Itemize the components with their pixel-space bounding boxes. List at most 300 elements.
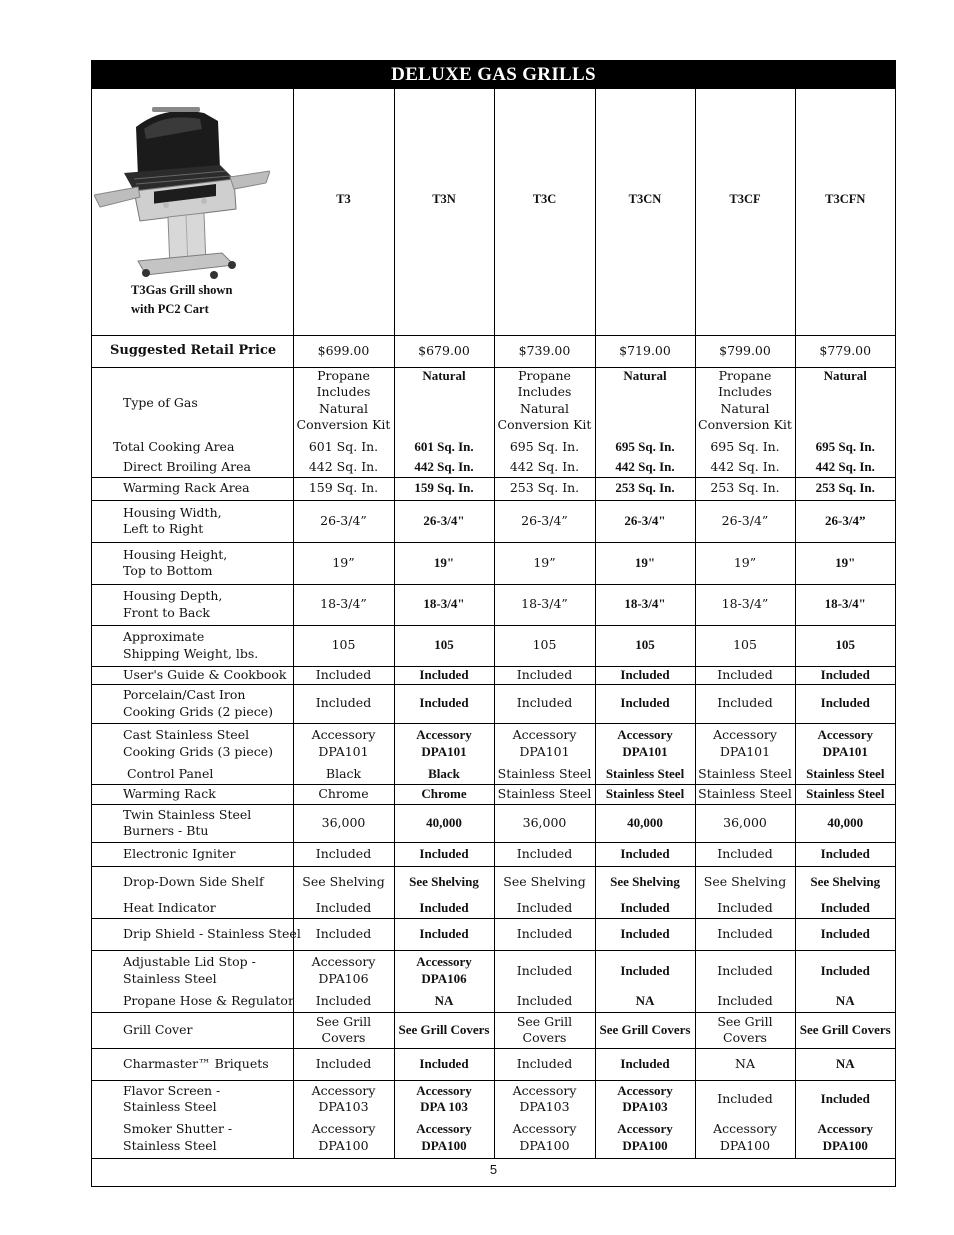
spec-value	[795, 666, 895, 684]
spec-value	[595, 1048, 695, 1080]
spec-value-line: Included	[419, 1055, 469, 1071]
spec-value-line: 105	[532, 637, 557, 653]
spec-label	[92, 584, 293, 625]
spec-value-line: Included	[820, 695, 870, 711]
spec-value-line: Included	[717, 845, 773, 861]
spec-value	[795, 764, 895, 784]
spec-row	[92, 918, 895, 950]
spec-label-line: Cooking Grids (2 piece)	[123, 703, 274, 719]
spec-value	[795, 950, 895, 991]
spec-row	[92, 1080, 895, 1118]
spec-value-line: Stainless Steel	[497, 785, 592, 801]
spec-label-line: Warming Rack Area	[123, 480, 250, 496]
spec-label-line: Drop-Down Side Shelf	[123, 874, 264, 889]
spec-value	[293, 842, 394, 866]
spec-value	[293, 684, 394, 723]
spec-value	[394, 991, 494, 1012]
spec-label	[92, 335, 293, 367]
spec-value	[494, 866, 595, 898]
spec-value-line: 253 Sq. In.	[710, 480, 780, 496]
spec-value-line: 26-3/4”	[825, 512, 866, 528]
spec-value-line: 40,000	[426, 814, 462, 830]
spec-value	[795, 367, 895, 438]
spec-value-line: Accessory	[311, 727, 376, 743]
spec-value	[494, 723, 595, 764]
spec-value-line: 19”	[533, 554, 556, 570]
spec-value	[494, 457, 595, 477]
spec-value	[394, 950, 494, 991]
spec-value-line: Included	[717, 899, 773, 915]
spec-label-line: Suggested Retail Price	[110, 342, 277, 358]
spec-value	[795, 842, 895, 866]
spec-value-line: DPA103	[318, 1099, 369, 1115]
spec-value-line: 442 Sq. In.	[710, 458, 780, 474]
spec-label-line: Cooking Grids (3 piece)	[123, 743, 274, 759]
spec-value-line: Natural	[823, 367, 867, 383]
spec-value	[394, 666, 494, 684]
spec-label	[92, 666, 293, 684]
spec-row	[92, 1118, 895, 1158]
spec-value-line: Included	[820, 666, 870, 682]
spec-label-line: Porcelain/Cast Iron	[123, 687, 246, 702]
spec-value	[494, 1048, 595, 1080]
spec-value-line: Stainless Steel	[497, 765, 592, 781]
page-title: DELUXE GAS GRILLS	[92, 61, 895, 89]
spec-value	[795, 804, 895, 842]
spec-value-line: Stainless Steel	[605, 785, 685, 801]
spec-value	[394, 918, 494, 950]
spec-value-line: 18-3/4”	[521, 596, 568, 612]
spec-value	[695, 584, 795, 625]
spec-value-line: 18-3/4”	[320, 596, 367, 612]
spec-value-line: 19”	[332, 554, 355, 570]
spec-value-line: See Grill Covers	[315, 1013, 372, 1045]
spec-value-line: DPA101	[519, 743, 570, 759]
spec-value-line: Stainless Steel	[605, 765, 685, 781]
spec-value-line: Propane	[317, 367, 370, 383]
spec-row	[92, 335, 895, 367]
spec-value	[795, 625, 895, 666]
spec-value	[394, 584, 494, 625]
spec-value-line: 36,000	[522, 814, 567, 830]
spec-value-line: Included	[315, 899, 372, 915]
spec-value	[695, 335, 795, 367]
spec-value-line: Included	[820, 925, 870, 941]
spec-value-line: DPA100	[622, 1137, 668, 1153]
spec-value	[494, 542, 595, 584]
spec-value-line: See Shelving	[703, 874, 787, 889]
spec-value	[293, 991, 394, 1012]
spec-value	[394, 335, 494, 367]
spec-row	[92, 584, 895, 625]
spec-value	[795, 500, 895, 542]
spec-value	[595, 866, 695, 898]
spec-value-line: Included	[717, 962, 773, 978]
spec-value	[595, 542, 695, 584]
spec-row	[92, 866, 895, 898]
spec-value-line: 105	[331, 637, 356, 653]
spec-value	[494, 367, 595, 438]
spec-value	[394, 866, 494, 898]
spec-value-line: $699.00	[317, 342, 370, 358]
spec-value	[293, 1012, 394, 1048]
spec-row	[92, 950, 895, 991]
spec-value-line: DPA106	[421, 970, 467, 986]
spec-value-line: Included	[620, 845, 670, 861]
spec-value-line: Included	[315, 1055, 372, 1071]
spec-value-line: Included	[516, 993, 573, 1008]
spec-value-line: DPA 103	[420, 1099, 468, 1115]
spec-label-line: Housing Depth,	[123, 588, 223, 603]
spec-value-line: Stainless Steel	[698, 785, 792, 801]
spec-value-line: 695 Sq. In.	[710, 439, 780, 455]
spec-value-line: See Grill Covers	[717, 1013, 773, 1045]
spec-value	[494, 764, 595, 784]
spec-value	[595, 950, 695, 991]
photo-cell	[92, 89, 293, 335]
spec-value	[595, 842, 695, 866]
spec-row	[92, 457, 895, 477]
spec-label-line: Heat Indicator	[123, 899, 216, 915]
spec-value	[293, 784, 394, 804]
spec-label	[92, 1080, 293, 1118]
spec-value	[394, 1012, 494, 1048]
spec-value	[394, 1080, 494, 1118]
spec-value-line: Included	[820, 899, 870, 915]
spec-row	[92, 625, 895, 666]
spec-value-line: See Shelving	[810, 874, 881, 889]
spec-value-line: Included	[620, 899, 670, 915]
spec-value	[293, 723, 394, 764]
spec-value-line: Included	[717, 993, 773, 1008]
spec-value	[795, 784, 895, 804]
spec-value	[293, 367, 394, 438]
spec-value-line: 601 Sq. In.	[414, 439, 474, 455]
spec-value-line: 36,000	[321, 814, 366, 830]
spec-value	[695, 438, 795, 457]
spec-value	[695, 918, 795, 950]
spec-value-line: Natural	[422, 367, 466, 383]
spec-value-line: Accessory	[817, 727, 874, 743]
spec-value-line: Included	[620, 1055, 670, 1071]
spec-value	[795, 1012, 895, 1048]
spec-value-line: 26-3/4”	[521, 512, 568, 528]
spec-value	[595, 625, 695, 666]
spec-value	[595, 1012, 695, 1048]
spec-value-line: $779.00	[819, 342, 872, 358]
spec-label	[92, 950, 293, 991]
spec-value-line: See Shelving	[409, 874, 479, 889]
spec-value-line: See Shelving	[302, 874, 385, 889]
page-number: 5	[489, 1162, 498, 1177]
spec-label-line: User's Guide & Cookbook	[123, 666, 287, 682]
spec-value-line: 442 Sq. In.	[815, 458, 875, 474]
spec-label-line: Electronic Igniter	[123, 845, 236, 861]
spec-label-line: Propane Hose & Regulator	[123, 993, 294, 1008]
spec-value	[394, 477, 494, 500]
spec-label-line: Approximate	[123, 629, 205, 644]
spec-value-line: DPA101	[421, 743, 467, 759]
spec-value	[795, 898, 895, 918]
spec-value-line: Black	[428, 765, 460, 781]
spec-value-line: Included	[516, 666, 573, 682]
spec-value	[394, 764, 494, 784]
spec-value-line: Included	[419, 845, 469, 861]
spec-value	[595, 764, 695, 784]
spec-value-line: 26-3/4"	[423, 512, 465, 528]
spec-value	[494, 991, 595, 1012]
spec-value	[595, 584, 695, 625]
spec-value	[293, 477, 394, 500]
spec-value	[695, 842, 795, 866]
spec-value	[293, 542, 394, 584]
spec-value-line: $739.00	[518, 342, 571, 358]
spec-value	[695, 684, 795, 723]
spec-label-line: Housing Width,	[123, 504, 222, 520]
spec-value-line: Black	[325, 765, 362, 781]
spec-label	[92, 991, 293, 1012]
spec-value-line: NA	[835, 1055, 855, 1071]
spec-value	[494, 335, 595, 367]
spec-row	[92, 991, 895, 1012]
spec-value	[595, 335, 695, 367]
model-t3c: T3C	[494, 89, 595, 335]
spec-value-line: DPA100	[719, 1137, 771, 1153]
spec-value	[595, 500, 695, 542]
spec-value	[293, 866, 394, 898]
spec-value-line: Included	[717, 695, 773, 711]
spec-label-line: Adjustable Lid Stop -	[123, 954, 256, 970]
spec-value-line: DPA101	[318, 743, 369, 759]
spec-row	[92, 784, 895, 804]
spec-value	[795, 1080, 895, 1118]
spec-value	[695, 1080, 795, 1118]
spec-value	[595, 666, 695, 684]
spec-value-line: 18-3/4"	[423, 596, 465, 612]
spec-value	[293, 500, 394, 542]
spec-value	[595, 684, 695, 723]
spec-value	[494, 438, 595, 457]
spec-value-line: 19"	[835, 554, 856, 570]
spec-label-line: Stainless Steel	[123, 1137, 217, 1153]
spec-label	[92, 804, 293, 842]
spec-value	[293, 1118, 394, 1158]
spec-value	[795, 1048, 895, 1080]
spec-label-line: Flavor Screen -	[123, 1082, 221, 1098]
spec-value-line: Conversion Kit	[296, 417, 391, 432]
spec-value-line: 695 Sq. In.	[615, 439, 675, 455]
caption-line-2: with PC2 Cart	[131, 302, 209, 316]
spec-value	[595, 367, 695, 438]
spec-value-line: 695 Sq. In.	[509, 439, 580, 455]
spec-value-line: 18-3/4”	[721, 596, 769, 612]
spec-value-line: 442 Sq. In.	[615, 458, 675, 474]
spec-value	[494, 1080, 595, 1118]
spec-value	[795, 684, 895, 723]
spec-value-line: Included	[620, 666, 670, 682]
spec-value-line: 159 Sq. In.	[414, 480, 474, 496]
spec-value-line: See Grill Covers	[599, 1021, 691, 1037]
spec-label	[92, 842, 293, 866]
spec-value	[293, 898, 394, 918]
spec-value-line: 695 Sq. In.	[815, 439, 875, 455]
spec-value-line: $719.00	[619, 342, 671, 358]
spec-value	[494, 1118, 595, 1158]
spec-value	[795, 991, 895, 1012]
spec-value-line: Propane	[718, 367, 772, 383]
spec-value	[394, 438, 494, 457]
spec-value	[795, 542, 895, 584]
spec-value-line: Included	[516, 962, 573, 978]
spec-value-line: 40,000	[627, 814, 663, 830]
spec-value-line: 105	[635, 637, 655, 653]
spec-label	[92, 457, 293, 477]
spec-value	[494, 784, 595, 804]
spec-value-line: Included	[315, 845, 372, 861]
spec-row	[92, 542, 895, 584]
spec-value-line: Accessory	[311, 1082, 376, 1098]
spec-label	[92, 1118, 293, 1158]
spec-label	[92, 625, 293, 666]
spec-label-line: Cast Stainless Steel	[123, 727, 250, 743]
spec-value-line: 18-3/4"	[824, 596, 866, 612]
spec-label-line: Direct Broiling Area	[123, 458, 251, 474]
spec-value-line: Propane	[518, 367, 571, 383]
spec-value-line: Accessory	[311, 1121, 376, 1137]
spec-value	[695, 950, 795, 991]
spec-value	[595, 898, 695, 918]
spec-value-line: Chrome	[318, 785, 369, 801]
spec-value-line: Accessory	[512, 727, 577, 743]
spec-value-line: Accessory	[512, 1082, 577, 1098]
spec-value	[394, 723, 494, 764]
spec-value	[695, 804, 795, 842]
spec-value	[494, 842, 595, 866]
spec-row	[92, 804, 895, 842]
spec-value-line: Included	[419, 666, 469, 682]
spec-value-line: Conversion Kit	[497, 417, 592, 432]
spec-value-line: 442 Sq. In.	[414, 458, 474, 474]
spec-value-line: DPA101	[822, 743, 868, 759]
spec-row	[92, 898, 895, 918]
spec-value-line: 253 Sq. In.	[509, 480, 580, 496]
spec-value	[695, 542, 795, 584]
spec-value	[293, 1080, 394, 1118]
spec-value	[795, 438, 895, 457]
spec-value	[795, 918, 895, 950]
spec-value-line: Accessory	[617, 1121, 673, 1137]
spec-value-line: Included	[419, 695, 469, 711]
spec-value	[695, 866, 795, 898]
spec-value-line: DPA103	[622, 1099, 668, 1115]
spec-value-line: Included	[717, 1091, 773, 1106]
spec-value-line: Includes	[517, 384, 572, 399]
spec-value-line: See Grill Covers	[516, 1013, 573, 1045]
spec-value-line: Natural	[623, 367, 667, 383]
spec-value-line: Includes	[718, 384, 772, 399]
spec-value-line: Included	[516, 845, 573, 861]
spec-value	[695, 1048, 795, 1080]
spec-label	[92, 918, 301, 950]
spec-value-line: NA	[735, 1055, 755, 1071]
spec-value	[494, 625, 595, 666]
spec-value	[695, 723, 795, 764]
spec-value-line: DPA100	[421, 1137, 467, 1153]
spec-value	[293, 438, 394, 457]
spec-value-line: Stainless Steel	[806, 785, 885, 801]
spec-row	[92, 438, 895, 457]
spec-label	[92, 477, 293, 500]
spec-value-line: Includes	[316, 384, 371, 399]
spec-label-line: Drip Shield - Stainless Steel	[123, 925, 301, 941]
spec-value	[293, 1048, 394, 1080]
spec-value	[595, 918, 695, 950]
spec-value	[293, 625, 394, 666]
spec-row	[92, 764, 895, 784]
spec-label-line: Stainless Steel	[123, 1099, 217, 1115]
spec-row	[92, 1012, 895, 1048]
spec-value-line: See Shelving	[503, 874, 586, 889]
spec-label	[92, 866, 293, 898]
spec-value	[394, 842, 494, 866]
spec-label	[92, 784, 293, 804]
spec-value	[494, 477, 595, 500]
spec-value-line: Included	[419, 925, 469, 941]
caption-line-1: T3Gas Grill shown	[131, 283, 233, 297]
spec-value-line: 253 Sq. In.	[815, 480, 875, 496]
photo-caption	[131, 281, 232, 319]
spec-value	[695, 625, 795, 666]
spec-label-line: Top to Bottom	[123, 563, 213, 578]
model-header-row	[92, 89, 895, 335]
spec-row	[92, 1048, 895, 1080]
spec-value	[795, 477, 895, 500]
spec-value	[494, 1012, 595, 1048]
spec-value-line: Chrome	[421, 785, 467, 801]
spec-value	[394, 784, 494, 804]
spec-value	[695, 991, 795, 1012]
spec-value	[293, 584, 394, 625]
spec-value	[795, 457, 895, 477]
spec-row	[92, 500, 895, 542]
spec-value-line: Accessory	[311, 954, 376, 970]
spec-value-line: Accessory	[713, 727, 777, 743]
spec-label	[92, 438, 293, 457]
spec-value	[494, 666, 595, 684]
spec-value-line: See Grill Covers	[799, 1021, 891, 1037]
spec-value-line: $679.00	[418, 342, 470, 358]
spec-value-line: 36,000	[723, 814, 767, 830]
spec-value-line: Included	[620, 925, 670, 941]
spec-value-line: Included	[820, 962, 870, 978]
spec-value-line: Included	[620, 695, 670, 711]
spec-value-line: Accessory	[817, 1121, 874, 1137]
spec-value-line: DPA100	[822, 1137, 868, 1153]
spec-row	[92, 842, 895, 866]
spec-value-line: 40,000	[827, 814, 864, 830]
spec-value	[595, 723, 695, 764]
spec-value	[595, 477, 695, 500]
spec-value	[394, 1048, 494, 1080]
spec-value	[394, 457, 494, 477]
spec-value	[293, 764, 394, 784]
spec-value	[293, 950, 394, 991]
model-t3cf: T3CF	[695, 89, 795, 335]
spec-value	[695, 1118, 795, 1158]
spec-value	[494, 898, 595, 918]
grill-photo	[94, 99, 270, 279]
spec-label	[92, 500, 293, 542]
